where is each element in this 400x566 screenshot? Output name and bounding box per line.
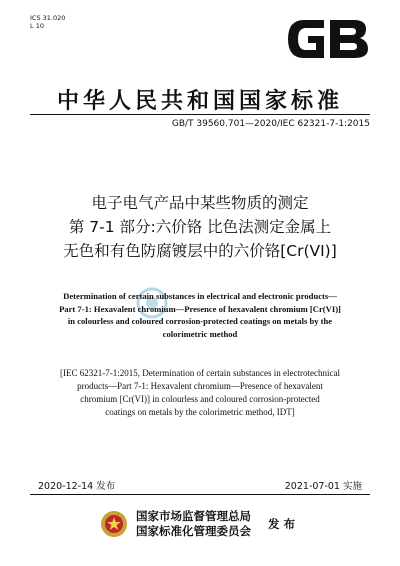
national-emblem-icon [100,510,128,538]
cn-title-line-1: 电子电气产品中某些物质的测定 [91,194,309,212]
issuer-block [100,509,300,539]
national-standard-title: 中华人民共和国国家标准 [56,88,343,114]
idt-line: [IEC 62321-7-1:2015, Determination of certain substances in electrotechnical [60,368,340,378]
top-divider [30,114,370,115]
idt-reference [42,367,358,419]
issuer-line-1: 国家市场监督管理总局 [136,509,251,523]
implement-date: 2021-07-01 实施 [284,481,362,492]
en-title-line: colorimetric method [162,328,238,339]
ics-code [30,14,65,30]
en-title-line: Part 7-1: Hexavalent chromium—Presence of hexavalent chromium [Cr(VI)] [59,303,341,314]
idt-line: products—Part 7-1: Hexavalent chromium—Presence of hexavalent [77,381,323,391]
idt-line: chromium [Cr(VI)] in colourless and coloured corrosion-protected [80,394,320,404]
cn-title-line-3: 无色和有色防腐镀层中的六价铬[Cr(VI)] [63,242,337,260]
bottom-divider [30,494,370,495]
category-code: L 10 [30,22,44,30]
issuer-action: 发 布 [268,517,296,531]
en-title-line: in colourless and coloured corrosion-protected coatings on metals by the [67,316,333,326]
en-title-line: Determination of certain substances in electrical and electronic products— [63,291,337,301]
english-title [30,290,370,340]
publish-date: 2020-12-14 发布 [38,481,116,492]
idt-line: coatings on metals by the colorimetric method, IDT] [105,407,295,417]
standard-number: GB/T 39560.701—2020/IEC 62321-7-1:2015 [171,119,370,129]
gb-logo-icon [284,16,370,62]
cn-title-line-2: 第 7-1 部分:六价铬 比色法测定金属上 [68,218,332,236]
ics-number: ICS 31.020 [30,14,66,22]
issuer-line-2: 国家标准化管理委员会 [136,524,251,538]
